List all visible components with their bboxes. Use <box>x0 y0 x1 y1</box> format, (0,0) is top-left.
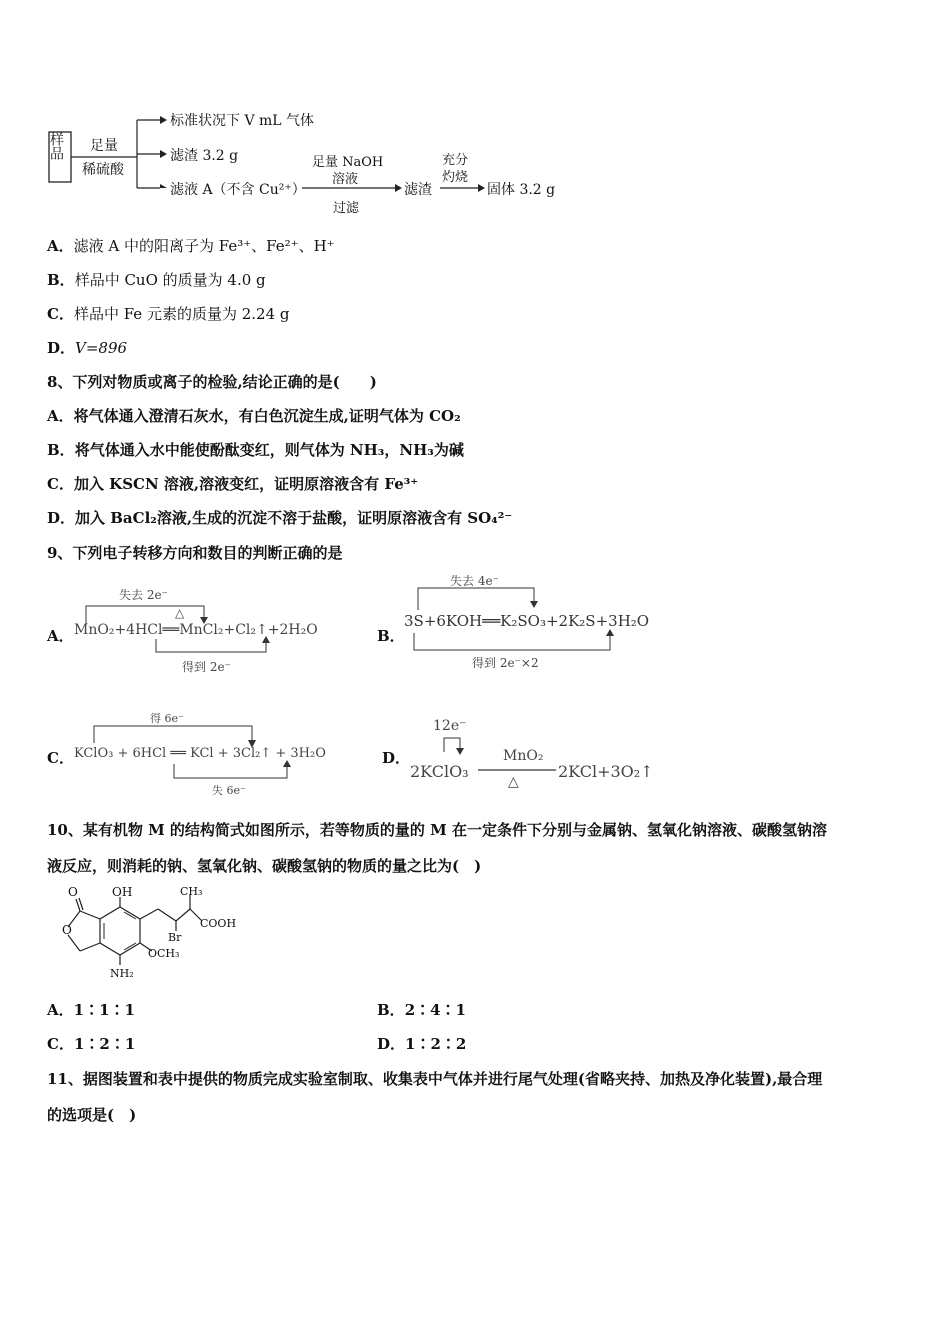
flow-diagram <box>40 105 580 220</box>
flow-solid: 固体 3.2 g <box>487 182 556 198</box>
flow-branch-gas: 标准状况下 V mL 气体 <box>170 113 315 129</box>
q10-structure-bonds <box>40 885 240 990</box>
q9-b-lose: 失去 4e⁻ <box>450 574 499 588</box>
struct-br: Br <box>168 931 182 944</box>
q9-b-label: B． <box>377 627 405 645</box>
q10-option-a <box>47 1000 135 1020</box>
q9-stem: 9、下列电子转移方向和数目的判断正确的是 <box>47 544 343 562</box>
flow-step-top2: 溶液 <box>332 172 359 187</box>
q7-a-label: A． <box>47 237 74 255</box>
q9-b-gain: 得到 2e⁻×2 <box>472 656 539 670</box>
q7-option-b <box>47 270 266 290</box>
struct-ch3: CH₃ <box>180 885 203 898</box>
q9-d-eq-left: 2KClO₃ <box>410 762 469 781</box>
q8-option-d <box>47 508 512 528</box>
q7-option-c <box>47 304 290 324</box>
flow-burn-bottom: 灼烧 <box>442 170 469 185</box>
struct-oh: OH <box>112 885 133 899</box>
q11-stem-line1: 11、据图装置和表中提供的物质完成实验室制取、收集表中气体并进行尾气处理(省略夹持、加热及净化装置),最合理 <box>47 1070 823 1088</box>
flow-burn-top: 充分 <box>442 153 469 168</box>
q10-d-label: D． <box>377 1035 406 1053</box>
q7-b-text: 样品中 CuO 的质量为 4.0 g <box>74 271 266 289</box>
q8-c-text: 加入 KSCN 溶液,溶液变红，证明原溶液含有 Fe³⁺ <box>73 475 419 493</box>
q10-option-d <box>377 1034 466 1054</box>
flow-reagent-bottom: 稀硫酸 <box>82 162 124 178</box>
q9-a-eq: MnO₂+4HCl══MnCl₂+Cl₂↑+2H₂O <box>74 622 318 638</box>
q8-stem: 8、下列对物质或离子的检验,结论正确的是( ) <box>47 373 377 391</box>
q9-c-gain: 得 6e⁻ <box>150 712 184 725</box>
q7-d-text: V=896 <box>75 339 128 357</box>
q9-a-equation <box>74 584 374 679</box>
flow-step-top1: 足量 NaOH <box>312 155 384 170</box>
q10-b-label: B． <box>377 1001 405 1019</box>
q10-d-text: 1∶2∶2 <box>405 1035 467 1053</box>
q8-b-label: B． <box>47 441 75 459</box>
q10-c-label: C． <box>47 1035 74 1053</box>
q9-a-lose: 失去 2e⁻ <box>119 588 168 602</box>
struct-och3: OCH₃ <box>148 947 180 960</box>
q8-option-b <box>47 440 464 460</box>
q7-b-label: B． <box>47 271 75 289</box>
q7-a-text: 滤液 A 中的阳离子为 Fe³⁺、Fe²⁺、H⁺ <box>73 237 335 255</box>
q7-c-label: C． <box>47 305 74 323</box>
q9-d-heat: △ <box>508 774 519 790</box>
q8-d-label: D． <box>47 509 76 527</box>
q8-b-text: 将气体通入水中能使酚酞变红，则气体为 NH₃，NH₃为碱 <box>74 441 464 459</box>
q9-d-eq-right: 2KCl+3O₂↑ <box>558 762 654 781</box>
q9-c-label: C． <box>47 749 74 767</box>
q11-stem-line2: 的选项是( ) <box>47 1106 137 1124</box>
q9-c-equation <box>74 708 374 803</box>
flow-reagent-top: 足量 <box>90 138 118 154</box>
q8-c-label: C． <box>47 475 74 493</box>
q7-option-a <box>47 236 335 256</box>
q8-option-a <box>47 406 461 426</box>
q9-d-label: D． <box>382 749 411 767</box>
q8-d-text: 加入 BaCl₂溶液,生成的沉淀不溶于盐酸，证明原溶液含有 SO₄²⁻ <box>75 509 513 527</box>
q7-option-d <box>47 338 127 358</box>
struct-o-ring: O <box>62 923 72 937</box>
q10-structure <box>40 885 240 990</box>
q10-c-text: 1∶2∶1 <box>73 1035 136 1053</box>
flow-step-bottom: 过滤 <box>333 201 360 216</box>
q9-d-cat: MnO₂ <box>503 748 544 764</box>
q10-option-b <box>377 1000 466 1020</box>
struct-nh2: NH₂ <box>110 967 134 980</box>
q9-a-heat: △ <box>175 606 185 620</box>
q9-a-label: A． <box>47 627 74 645</box>
q10-b-text: 2∶4∶1 <box>404 1001 466 1019</box>
q9-d-e: 12e⁻ <box>433 718 467 734</box>
flow-branch-residue: 滤渣 3.2 g <box>170 148 239 164</box>
q8-option-c <box>47 474 418 494</box>
flow-residue: 滤渣 <box>404 182 432 198</box>
q9-c-eq: KClO₃ + 6HCl ══ KCl + 3Cl₂↑ + 3H₂O <box>74 746 326 761</box>
q9-d-equation <box>408 712 668 802</box>
struct-cooh: COOH <box>200 917 237 930</box>
struct-o-carbonyl: O <box>68 885 78 899</box>
flow-sample: 样品 <box>48 132 64 160</box>
flow-branch-filtrate: 滤液 A（不含 Cu²⁺） <box>170 182 306 198</box>
q9-a-gain: 得到 2e⁻ <box>182 660 231 674</box>
q8-a-text: 将气体通入澄清石灰水，有白色沉淀生成,证明气体为 CO₂ <box>73 407 461 425</box>
q9-b-equation <box>400 570 700 675</box>
q10-a-text: 1∶1∶1 <box>73 1001 135 1019</box>
q8-a-label: A． <box>47 407 74 425</box>
q10-stem-line1: 10、某有机物 M 的结构简式如图所示，若等物质的量的 M 在一定条件下分别与金属钠、氢氧化钠溶液、碳酸氢钠溶 <box>47 821 827 839</box>
q10-option-c <box>47 1034 135 1054</box>
q10-stem-line2: 液反应，则消耗的钠、氢氧化钠、碳酸氢钠的物质的量之比为( ) <box>47 857 482 875</box>
q9-c-lose: 失 6e⁻ <box>212 784 246 797</box>
q10-a-label: A． <box>47 1001 74 1019</box>
q9-b-eq: 3S+6KOH══K₂SO₃+2K₂S+3H₂O <box>404 612 650 630</box>
q7-d-label: D． <box>47 339 76 357</box>
q7-c-text: 样品中 Fe 元素的质量为 2.24 g <box>73 305 290 323</box>
